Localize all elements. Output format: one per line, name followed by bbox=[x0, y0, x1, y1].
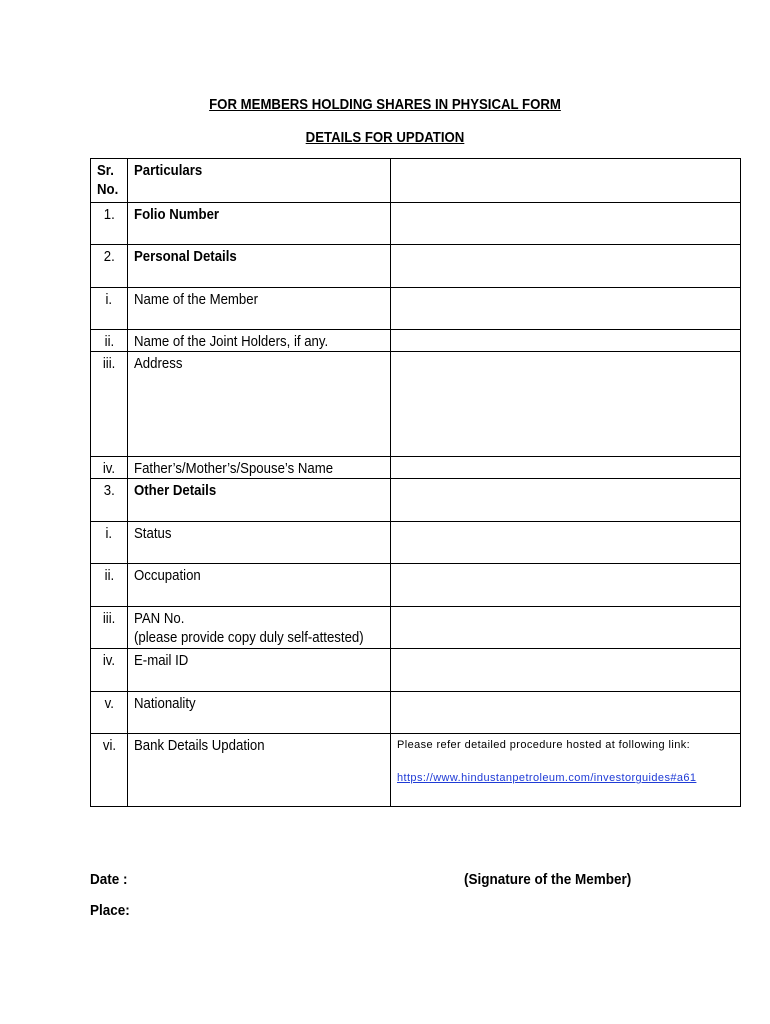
nationality-field[interactable] bbox=[391, 692, 741, 734]
header-value-cell bbox=[391, 159, 741, 203]
table-row bbox=[91, 607, 741, 649]
table-row bbox=[91, 203, 741, 245]
table-row bbox=[91, 649, 741, 692]
label-cell: E-mail ID bbox=[128, 649, 391, 692]
table-row bbox=[91, 564, 741, 607]
table-row bbox=[91, 288, 741, 330]
table-row bbox=[91, 330, 741, 352]
bank-details-cell bbox=[391, 734, 741, 807]
header-particulars: Particulars bbox=[128, 159, 391, 203]
joint-holders-field[interactable] bbox=[391, 330, 741, 352]
member-name-field[interactable] bbox=[391, 288, 741, 330]
table-row bbox=[91, 479, 741, 522]
label-cell: Name of the Member bbox=[128, 288, 391, 330]
pan-note: (please provide copy duly self-attested) bbox=[134, 629, 364, 646]
label-cell: Father’s/Mother’s/Spouse’s Name bbox=[128, 457, 391, 479]
label-cell: Bank Details Updation bbox=[128, 734, 391, 807]
table-row bbox=[91, 522, 741, 564]
sr-cell: iv. bbox=[91, 649, 128, 692]
sr-cell: i. bbox=[91, 522, 128, 564]
sr-cell: v. bbox=[91, 692, 128, 734]
label-cell: Status bbox=[128, 522, 391, 564]
status-field[interactable] bbox=[391, 522, 741, 564]
relative-name-field[interactable] bbox=[391, 457, 741, 479]
header-sr-no: Sr. No. bbox=[91, 159, 128, 203]
table-header-row bbox=[91, 159, 741, 203]
table-row bbox=[91, 734, 741, 807]
table-row bbox=[91, 457, 741, 479]
address-field[interactable] bbox=[391, 352, 741, 457]
table-row bbox=[91, 352, 741, 457]
sr-cell: vi. bbox=[91, 734, 128, 807]
table-row bbox=[91, 245, 741, 288]
label-cell: Folio Number bbox=[128, 203, 391, 245]
sr-cell: iii. bbox=[91, 607, 128, 649]
bank-details-note: Please refer detailed procedure hosted at following link: bbox=[397, 739, 691, 751]
sr-cell: iii. bbox=[91, 352, 128, 457]
date-label: Date : bbox=[90, 871, 128, 888]
sr-cell: 1. bbox=[91, 203, 128, 245]
sr-cell: 2. bbox=[91, 245, 128, 288]
other-details-field[interactable] bbox=[391, 479, 741, 522]
details-table bbox=[90, 158, 741, 807]
form-subtitle: DETAILS FOR UPDATION bbox=[305, 129, 465, 146]
label-cell: PAN No. (please provide copy duly self-attested) bbox=[128, 607, 391, 649]
label-cell: Nationality bbox=[128, 692, 391, 734]
signature-label: (Signature of the Member) bbox=[464, 871, 632, 888]
label-cell: Name of the Joint Holders, if any. bbox=[128, 330, 391, 352]
label-cell: Other Details bbox=[128, 479, 391, 522]
pan-field[interactable] bbox=[391, 607, 741, 649]
sr-cell: ii. bbox=[91, 330, 128, 352]
personal-details-field[interactable] bbox=[391, 245, 741, 288]
sr-cell: ii. bbox=[91, 564, 128, 607]
place-label: Place: bbox=[90, 902, 130, 919]
investor-guides-link[interactable]: https://www.hindustanpetroleum.com/investorguides#a61 bbox=[397, 772, 697, 784]
label-cell: Personal Details bbox=[128, 245, 391, 288]
occupation-field[interactable] bbox=[391, 564, 741, 607]
label-cell: Occupation bbox=[128, 564, 391, 607]
email-field[interactable] bbox=[391, 649, 741, 692]
sr-cell: iv. bbox=[91, 457, 128, 479]
table-row bbox=[91, 692, 741, 734]
label-cell: Address bbox=[128, 352, 391, 457]
form-title: FOR MEMBERS HOLDING SHARES IN PHYSICAL FORM bbox=[209, 96, 561, 113]
sr-cell: i. bbox=[91, 288, 128, 330]
folio-number-field[interactable] bbox=[391, 203, 741, 245]
sr-cell: 3. bbox=[91, 479, 128, 522]
